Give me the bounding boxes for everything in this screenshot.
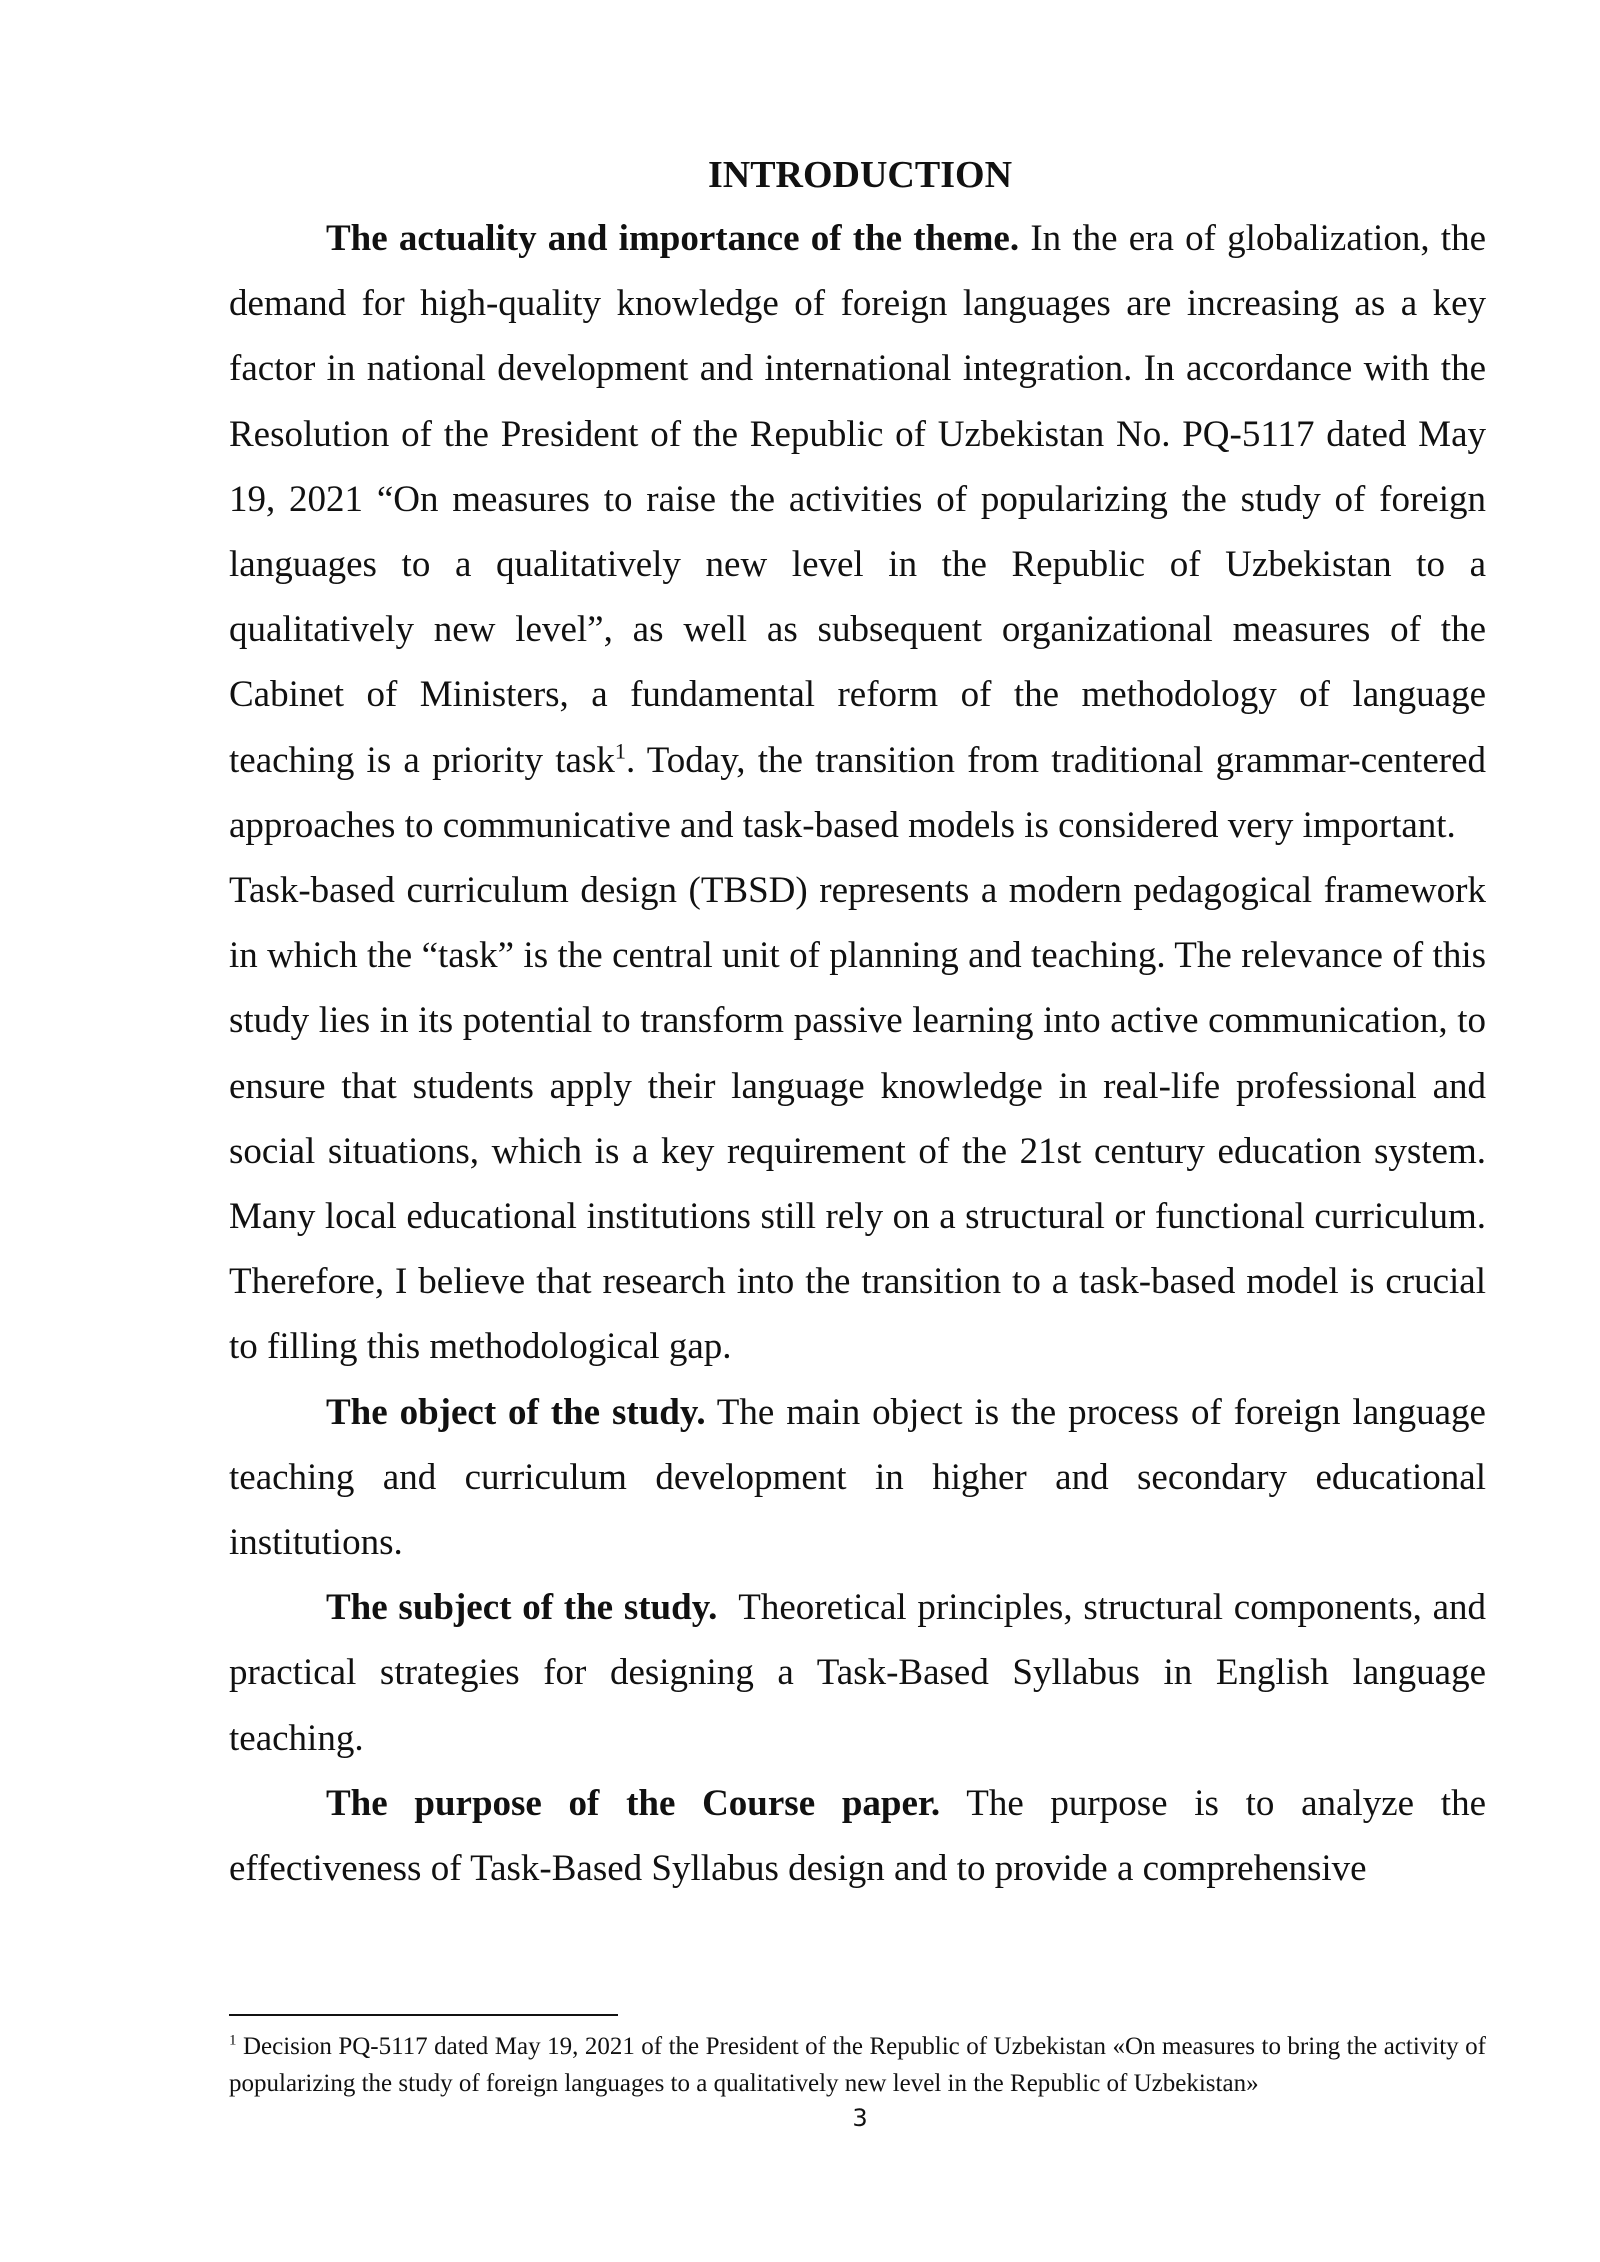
- paragraph-purpose: [229, 1771, 1486, 1901]
- paragraph-title: The object of the study.: [326, 1391, 706, 1433]
- paragraph-object: [229, 1380, 1486, 1576]
- paragraph-text: In the era of globalization, the demand for high-quality knowledge of foreign languages are increasing as a key factor in national development and international integration. In accordance with the Resolution of the President of the Republic of Uzbekistan No. PQ-5117 dated May 19, 2021 “On measures to raise the activities of popularizing the study of foreign languages to a qualitatively new level in the Republic of Uzbekistan to a qualitatively new level”, as well as subsequent organizational measures of the Cabinet of Ministers, a fundamental reform of the methodology of language teaching is a priority task: [229, 218, 1486, 781]
- footnote-reference[interactable]: 1: [614, 738, 626, 764]
- paragraph-actuality: [229, 206, 1486, 858]
- paragraph-text: Theoretical principles, structural components, and practical strategies for designing a Task-Based Syllabus in English language teaching.: [229, 1587, 1496, 1759]
- paragraph-title: The subject of the study.: [326, 1587, 718, 1629]
- main-text: [229, 206, 1496, 1901]
- section-heading: INTRODUCTION: [707, 154, 1013, 196]
- paragraph-actuality-continuation: Task-based curriculum design (TBSD) represents a modern pedagogical framework in which the “task” is the central unit of planning and teaching. The relevance of this study lies in its potential to transform passive learning into active communication, to ensure that students apply their language knowledge in real-life professional and social situations, which is a key requirement of the 21st century education system. Many local educational institutions still rely on a structural or functional curriculum. Therefore, I believe that research into the transition to a task-based model is crucial to filling this methodological gap.: [229, 870, 1486, 1368]
- paragraph-title: The actuality and importance of the theme.: [326, 218, 1020, 259]
- footnote-text: Decision PQ-5117 dated May 19, 2021 of the President of the Republic of Uzbekistan «On measures to bring the activity of popularizing the study of foreign languages to a qualitatively new level in the Republic of Uzbekistan»: [229, 2033, 1486, 2097]
- footnote-marker: 1: [229, 2032, 237, 2049]
- page-number: 3: [852, 2104, 868, 2132]
- footnote-text-block: [229, 2028, 1486, 2102]
- paragraph-text: . Today, the transition from traditional grammar-centered approaches to communicative and task-based models is considered very important.: [229, 739, 1486, 846]
- paragraph-title: The purpose of the Course paper.: [326, 1782, 941, 1824]
- paragraph-subject: [229, 1575, 1496, 1771]
- paragraph-text: The purpose is to analyze the effectiveness of Task-Based Syllabus design and to provide a comprehensive: [229, 1782, 1486, 1890]
- paragraph-text: The main object is the process of foreign language teaching and curriculum development in higher and secondary educational institutions.: [229, 1391, 1486, 1564]
- footnote: [229, 2028, 1486, 2102]
- footnote-separator: [229, 2014, 618, 2016]
